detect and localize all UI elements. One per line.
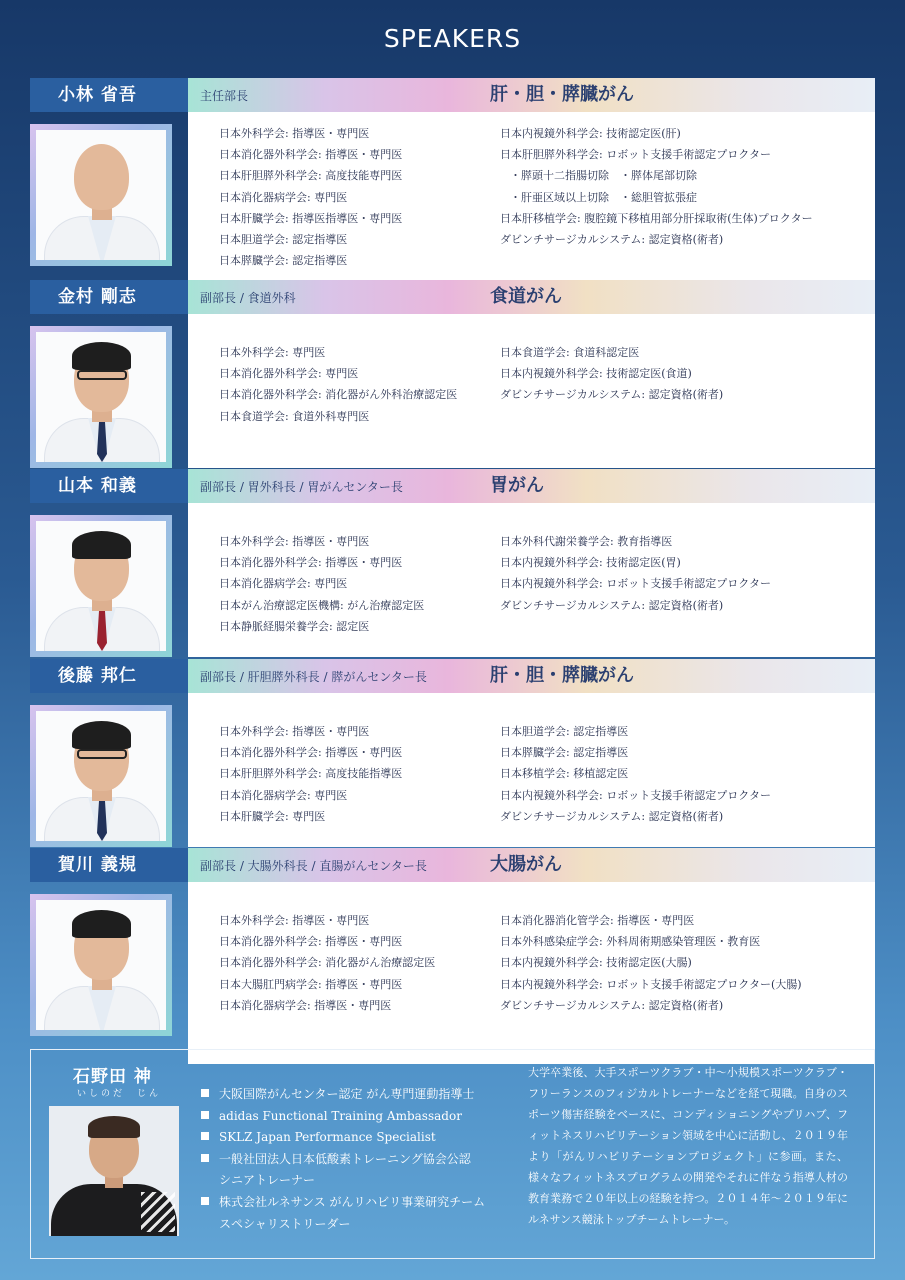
speaker-title-bar [188,848,875,882]
trainer-bio: 大学卒業後、大手スポーツクラブ・中〜小規模スポーツクラブ・フリーランスのフィジカルトレーナーなどを経て現職。自身のスポーツ傷害経験をベースに、コンディショニングやプリハブ、フィットネスリハビリテーション領域を中心に活動し、２０１９年より「がんリハビリテーションプロジェクト」に参画。また、様々なフィットネスプログラムの開発やそれに伴なう指導人材の教育業務で２０年以上の経験を持つ。２０１４年〜２０１９年にルネサンス競泳トップチームトレーナー。 [528,1066,848,1226]
speaker-cancer-type: 食道がん [490,286,562,307]
credentials-right [500,721,771,827]
trainer-qualification: スペシャリストリーダー [219,1216,351,1231]
speaker-section [30,659,875,847]
credential-item: 日本食道学会: 食道外科専門医 [219,409,370,423]
speaker-title-bar [188,280,875,314]
speaker-section [30,469,875,657]
speaker-name: 山本 和義 [30,469,188,503]
credentials-left [219,531,424,637]
credential-item: 日本肝臓学会: 専門医 [219,809,326,823]
speaker-photo [36,332,166,462]
credential-item: 日本消化器外科学会: 消化器がん治療認定医 [219,956,436,970]
trainer-kana: いしのだ じん [77,1089,162,1099]
trainer-box [30,1049,875,1259]
credentials-right [500,531,771,616]
square-bullet-icon [201,1197,209,1205]
credentials-left [219,123,402,271]
speaker-photo-frame [30,705,172,847]
trainer-qualifications [201,1084,485,1235]
speaker-section [30,78,875,313]
credential-item: 日本胆道学会: 認定指導医 [219,232,348,246]
trainer-qualification: 一般社団法人日本低酸素トレーニング協会公認 [201,1149,485,1171]
credential-item: 日本胆道学会: 認定指導医 [500,725,629,738]
speaker-section [30,280,875,468]
trainer-qualification: adidas Functional Training Ambassador [201,1106,485,1128]
speaker-cancer-type: 肝・胆・膵臓がん [490,665,634,686]
credential-item: 日本消化器病学会: 指導医・専門医 [219,998,392,1012]
credential-item: 日本内視鏡外科学会: ロボット支援手術認定プロクター [500,788,771,802]
speaker-photo-frame [30,124,172,266]
speaker-role: 副部長 / 胃外科長 / 胃がんセンター長 [200,480,403,494]
credential-item: 日本外科感染症学会: 外科周術期感染管理医・教育医 [500,935,761,949]
square-bullet-icon [201,1154,209,1162]
speaker-title-bar [188,469,875,503]
credential-item: 日本肝胆膵外科学会: 高度技能指導医 [219,767,403,781]
speaker-credentials [188,882,875,1064]
credential-item: 日本肝胆膵外科学会: ロボット支援手術認定プロクター [500,148,771,162]
credential-item: 日本食道学会: 食道科認定医 [500,346,640,359]
speaker-role: 主任部長 [200,89,249,103]
speaker-photo [36,521,166,651]
credential-item: 日本消化器外科学会: 消化器がん外科治療認定医 [219,388,458,402]
speaker-cancer-type: 大腸がん [490,854,562,875]
speaker-role: 副部長 / 肝胆膵外科長 / 膵がんセンター長 [200,670,427,684]
credential-item: 日本外科学会: 指導医・専門医 [219,914,370,927]
speaker-photo [36,711,166,841]
credential-item: 日本内視鏡外科学会: ロボット支援手術認定プロクター(大腸) [500,977,802,991]
speaker-title-bar [188,659,875,693]
speaker-photo [36,130,166,260]
credential-item: ダビンチサージカルシステム: 認定資格(術者) [500,232,724,246]
credential-item: 日本大腸肛門病学会: 指導医・専門医 [219,977,403,991]
speaker-cancer-type: 胃がん [490,475,544,496]
speaker-name: 小林 省吾 [30,78,188,112]
credential-item: 日本内視鏡外科学会: 技術認定医(肝) [500,127,681,140]
speaker-cancer-type: 肝・胆・膵臓がん [490,84,634,105]
credentials-left [219,721,402,827]
credential-item: ダビンチサージカルシステム: 認定資格(術者) [500,809,724,823]
speaker-credentials [188,693,875,847]
credential-item: 日本がん治療認定医機構: がん治療認定医 [219,598,425,612]
credential-item: ダビンチサージカルシステム: 認定資格(術者) [500,998,724,1012]
trainer-qualification: 大阪国際がんセンター認定 がん専門運動指導士 [201,1084,485,1106]
credential-item: 日本内視鏡外科学会: 技術認定医(胃) [500,556,681,570]
credential-item: 日本消化器病学会: 専門医 [219,788,348,802]
credential-item: 日本内視鏡外科学会: ロボット支援手術認定プロクター [500,577,771,591]
credential-item: 日本移植学会: 移植認定医 [500,767,629,781]
speaker-photo-frame [30,894,172,1036]
credentials-left [219,910,435,1016]
credential-item: ダビンチサージカルシステム: 認定資格(術者) [500,598,724,612]
credential-item: 日本消化器外科学会: 指導医・専門医 [219,148,403,162]
credential-item: 日本消化器病学会: 専門医 [219,577,348,591]
square-bullet-icon [201,1089,209,1097]
speaker-photo [36,900,166,1030]
credential-item: 日本外科学会: 指導医・専門医 [219,725,370,738]
credential-item: 日本外科学会: 指導医・専門医 [219,127,370,140]
credentials-right [500,910,802,1016]
trainer-name: 石野田 神 [73,1067,152,1087]
credential-item: 日本消化器外科学会: 指導医・専門医 [219,746,403,760]
credential-item: 日本肝臓学会: 指導医指導医・専門医 [219,211,403,225]
credential-item: 日本消化器外科学会: 指導医・専門医 [219,556,403,570]
credential-item: 日本外科代謝栄養学会: 教育指導医 [500,535,673,548]
credentials-right [500,342,723,406]
trainer-photo [49,1106,179,1236]
credential-item: 日本消化器外科学会: 専門医 [219,367,359,381]
credential-item: 日本肝移植学会: 腹腔鏡下移植用部分肝採取術(生体)プロクター [500,211,813,225]
speaker-role: 副部長 / 食道外科 [200,291,296,305]
trainer-qualification: シニアトレーナー [219,1173,316,1188]
credentials-left [219,342,457,427]
speaker-photo-frame [30,515,172,657]
speaker-name: 後藤 邦仁 [30,659,188,693]
credential-item: 日本消化器外科学会: 指導医・専門医 [219,935,403,949]
speaker-photo-frame [30,326,172,468]
credential-item: 日本肝胆膵外科学会: 高度技能専門医 [219,169,403,183]
credential-item: 日本膵臓学会: 認定指導医 [219,254,348,268]
credential-item: 日本内視鏡外科学会: 技術認定医(食道) [500,367,692,381]
speaker-name: 賀川 義規 [30,848,188,882]
page-title: SPEAKERS [383,24,522,53]
credential-item: 日本外科学会: 指導医・専門医 [219,535,370,548]
speaker-role: 副部長 / 大腸外科長 / 直腸がんセンター長 [200,859,427,873]
trainer-qualification: SKLZ Japan Performance Specialist [201,1127,485,1149]
speaker-title-bar [188,78,875,112]
square-bullet-icon [201,1132,209,1140]
credential-item: 日本膵臓学会: 認定指導医 [500,746,629,760]
speaker-credentials [188,503,875,657]
credentials-right [500,123,813,250]
credential-item: ダビンチサージカルシステム: 認定資格(術者) [500,388,724,402]
credential-item: 日本外科学会: 専門医 [219,346,326,359]
credential-item: 日本静脈経腸栄養学会: 認定医 [219,619,370,633]
credential-item: 日本内視鏡外科学会: 技術認定医(大腸) [500,956,692,970]
trainer-qualification: 株式会社ルネサンス がんリハビリ事業研究チーム [201,1192,485,1214]
square-bullet-icon [201,1111,209,1119]
credential-item: 日本消化器病学会: 専門医 [219,190,348,204]
credential-item: 日本消化器消化管学会: 指導医・専門医 [500,914,695,927]
speaker-section [30,848,875,1064]
credential-item: ・肝亜区域以上切除 ・総胆管拡張症 [510,190,697,204]
speaker-credentials [188,314,875,468]
speaker-name: 金村 剛志 [30,280,188,314]
credential-item: ・膵頭十二指腸切除 ・膵体尾部切除 [510,169,697,183]
